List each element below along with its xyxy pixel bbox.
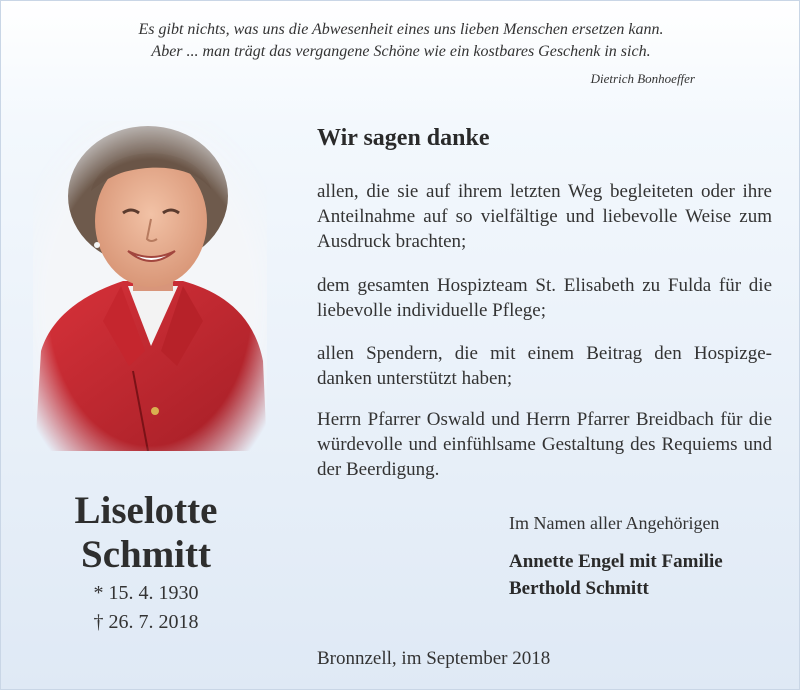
signature-family-2: Berthold Schmitt [509, 578, 649, 599]
first-name: Liselotte [74, 489, 218, 532]
last-name: Schmitt [81, 533, 211, 576]
thanks-heading: Wir sagen danke [317, 125, 490, 151]
signature [509, 548, 723, 602]
life-dates [31, 579, 261, 637]
signature-family-1: Annette Engel mit Familie [509, 551, 723, 572]
birth-date: * 15. 4. 1930 [93, 582, 199, 604]
quote-line-2: Aber ... man trägt das vergangene Schöne wie ein kostbares Geschenk in sich. [151, 43, 651, 60]
place-date: Bronnzell, im September 2018 [317, 648, 551, 669]
quote [1, 19, 800, 63]
quote-line-1: Es gibt nichts, was uns die Abwesenheit eines uns lieben Menschen ersetzen kann. [138, 21, 664, 38]
death-date: † 26. 7. 2018 [93, 611, 199, 633]
thanks-paragraph: allen Spendern, die mit einem Beitrag den Hospizge-danken unterstützt haben; [317, 343, 772, 389]
deceased-name [31, 489, 261, 577]
portrait-photo [33, 121, 267, 451]
thanks-paragraph: allen, die sie auf ihrem letzten Weg begleiteten oder ihre Anteilnahme auf so vielfältige und liebevolle Weise zum Ausdruck brachten; [317, 181, 772, 252]
thanks-paragraph: dem gesamten Hospizteam St. Elisabeth zu Fulda für die liebevolle individuelle Pflege; [317, 275, 772, 321]
signature-intro: Im Namen aller Angehörigen [509, 513, 720, 533]
thanks-paragraph: Herrn Pfarrer Oswald und Herrn Pfarrer Breidbach für die würdevolle und einfühlsame Gestaltung des Requiems und der Beerdigung. [317, 409, 772, 480]
quote-author: Dietrich Bonhoeffer [590, 71, 695, 86]
